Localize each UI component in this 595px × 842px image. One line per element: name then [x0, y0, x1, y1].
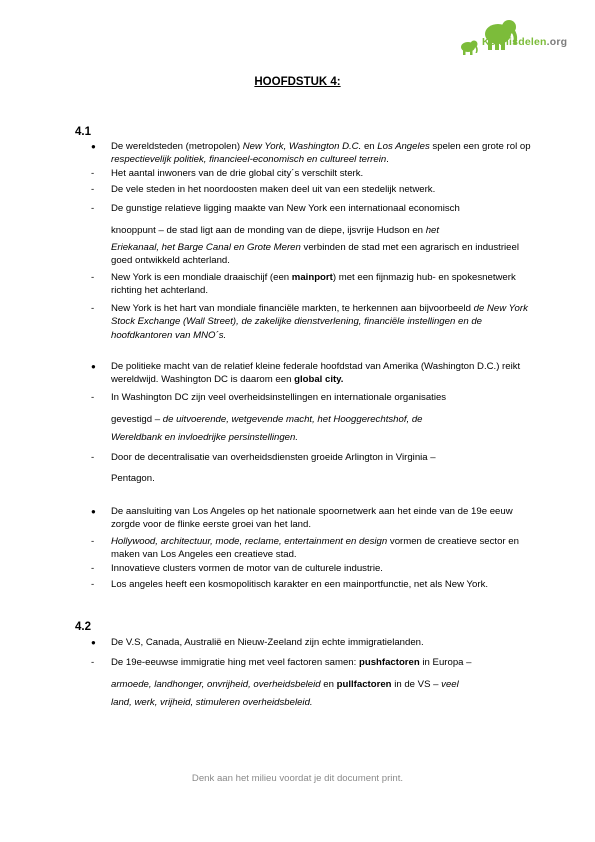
bullet-marker: ●: [91, 507, 96, 516]
paragraph-decentralisation-line2: Pentagon.: [111, 473, 155, 484]
text-run: De politieke macht van de relatief kleine federale hoofdstad van Amerika (Washington D.C.) reikt wereldwijd. Washington DC is daarom een: [111, 361, 521, 386]
paragraph-immigration-line2: [111, 678, 459, 691]
text-run: en: [320, 679, 337, 690]
page-footer: Denk aan het milieu voordat je dit document print.: [191, 773, 404, 784]
text-run: gevestigd –: [111, 414, 163, 425]
text-run: New York is een mondiale draaischijf (een: [111, 272, 292, 283]
text-run: spelen een grote rol op: [429, 141, 531, 152]
paragraph-financial-markets: [111, 302, 531, 342]
paragraph-immigration-line3: [111, 696, 313, 709]
dash-marker: -: [91, 579, 95, 590]
text-run: Eriekanaal, het Barge Canal en Grote Meren: [111, 242, 301, 253]
paragraph-cosmopolitan: Los angeles heeft een kosmopolitisch karakter en een mainportfunctie, net als New York.: [111, 579, 489, 590]
text-run: Los Angeles: [377, 141, 430, 152]
section-heading: 4.1: [75, 126, 91, 138]
dash-marker: -: [91, 536, 95, 547]
paragraph-inhabitants: Het aantal inwoners van de drie global city´s verschilt sterk.: [111, 168, 364, 179]
text-run: pushfactoren: [358, 657, 420, 668]
dash-marker: -: [91, 272, 95, 283]
paragraph-location-line1: De gunstige relatieve ligging maakte van New York een internationaal economisch: [111, 203, 460, 214]
text-run: New York, Washington D.C.: [242, 141, 362, 152]
text-run: respectievelijk politiek, financieel-economisch en cultureel terrein: [111, 154, 387, 166]
section-heading: 4.2: [75, 621, 91, 633]
dash-marker: -: [91, 452, 95, 463]
logo-wordmark: [482, 36, 567, 48]
text-run: de uitvoerende, wetgevende macht, het Hooggerechtshof, de: [162, 414, 423, 425]
text-run: De wereldsteden (metropolen): [111, 141, 243, 152]
dash-marker: -: [91, 203, 95, 214]
paragraph-decentralisation-line1: Door de decentralisatie van overheidsdiensten groeide Arlington in Virginia –: [111, 452, 436, 463]
text-run: en: [361, 141, 378, 152]
paragraph-mainport: [111, 271, 531, 298]
paragraph-political-power: [111, 360, 531, 387]
dash-marker: -: [91, 184, 95, 195]
chapter-title: HOOFDSTUK 4:: [254, 76, 341, 88]
dash-marker: -: [91, 657, 95, 668]
text-run: knooppunt – de stad ligt aan de monding van de diepe, ijsvrije Hudson en: [111, 225, 426, 236]
bullet-marker: ●: [91, 638, 96, 647]
dash-marker: -: [91, 303, 95, 314]
paragraph-creative-sector: [111, 535, 531, 562]
kennisdelen-logo: [456, 14, 576, 60]
logo-text-tld: .org: [546, 36, 568, 48]
bullet-marker: ●: [91, 362, 96, 371]
text-run: Hollywood, architectuur, mode, reclame, entertainment en design: [111, 536, 388, 547]
text-run: land, werk, vrijheid, stimuleren overheidsbeleid.: [111, 697, 313, 708]
text-run: ) met een fijnmazig hub- en spokesnetwerk richting het achterland.: [111, 272, 516, 297]
paragraph-location-rest: [111, 241, 531, 268]
paragraph-institutions-line1: In Washington DC zijn veel overheidsinstellingen en internationale organisaties: [111, 392, 447, 403]
text-run: verbinden de stad met een agrarisch en industrieel goed ontwikkeld achterland.: [111, 242, 519, 267]
text-run: New York is het hart van mondiale financiële markten, te herkennen aan bijvoorbeeld: [111, 303, 474, 314]
logo-text-main: Kennisdelen: [482, 36, 547, 48]
text-run: de New York Stock Exchange (Wall Street), de zakelijke dienstverlening, financiële instellingen en de hoofdkantoren van MNO´s.: [111, 303, 528, 341]
paragraph-institutions-line3: [111, 431, 298, 444]
paragraph-immigration-countries: De V.S, Canada, Australië en Nieuw-Zeeland zijn echte immigratielanden.: [111, 637, 424, 648]
dash-marker: -: [91, 563, 95, 574]
text-run: Wereldbank en invloedrijke persinstellingen.: [111, 432, 299, 443]
text-run: in de VS –: [391, 679, 442, 690]
text-run: vormen de creatieve sector en maken van Los Angeles een creatieve stad.: [111, 536, 519, 561]
text-run: global city.: [294, 374, 344, 386]
paragraph-world-cities: [111, 140, 531, 167]
text-run: De 19e-eeuwse immigratie hing met veel factoren samen:: [111, 657, 359, 668]
paragraph-los-angeles: De aansluiting van Los Angeles op het nationale spoornetwerk aan het einde van de 19e eeuw zorgde voor de flinke eerste groei van het land.: [111, 506, 513, 531]
text-run: in Europa –: [419, 657, 472, 668]
text-run: pullfactoren: [336, 679, 392, 690]
dash-marker: -: [91, 392, 95, 403]
text-run: armoede, landhonger, onvrijheid, overheidsbeleid: [111, 679, 321, 690]
text-run: .: [386, 154, 389, 166]
paragraph-institutions-line2: [111, 413, 423, 426]
paragraph-northeast: De vele steden in het noordoosten maken deel uit van een stedelijk netwerk.: [111, 184, 436, 195]
text-run: mainport: [291, 272, 333, 283]
paragraph-clusters: Innovatieve clusters vormen de motor van de culturele industrie.: [111, 563, 383, 574]
dash-marker: -: [91, 168, 95, 179]
text-run: veel: [441, 679, 459, 690]
paragraph-location-line2: [111, 224, 439, 237]
bullet-marker: ●: [91, 142, 96, 151]
paragraph-immigration-line1: [111, 656, 472, 669]
text-run: het: [425, 225, 440, 236]
